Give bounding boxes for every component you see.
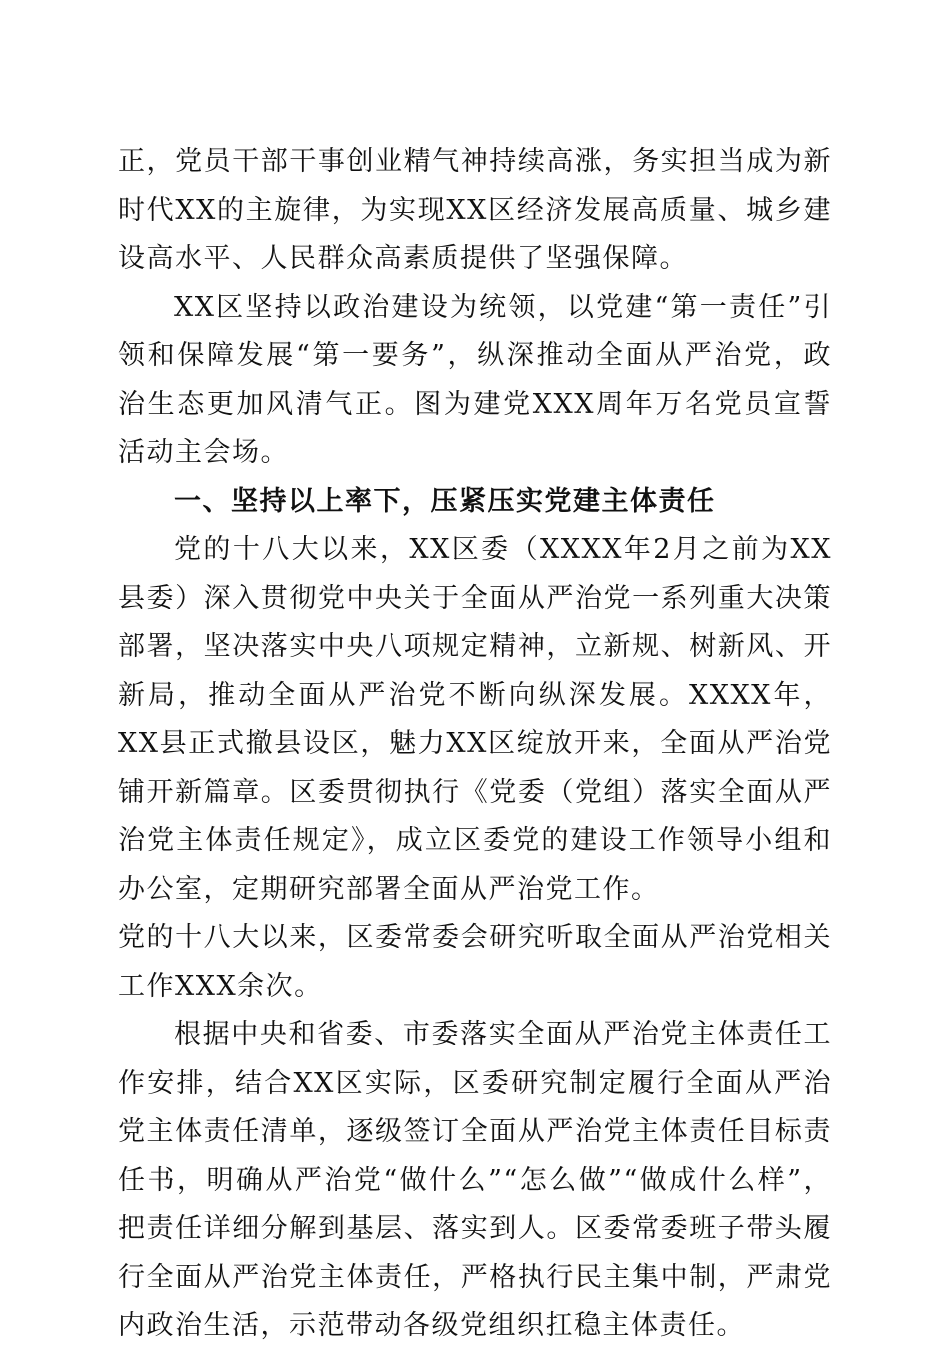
section-heading: 一、坚持以上率下，压紧压实党建主体责任	[174, 485, 716, 517]
document-body	[118, 138, 832, 1351]
paragraph-responsibility-list: 根据中央和省委、市委落实全面从严治党主体责任工作安排，结合XX区实际，区委研究制定履行全面从严治党主体责任清单，逐级签订全面从严治党主体责任目标责任书，明确从严治党“做什么”“怎么做”“做成什么样”，把责任详细分解到基层、落实到人。区委常委班子带头履行全面从严治党主体责任，严格执行民主集中制，严肃党内政治生活，示范带动各级党组织扛稳主体责任。	[118, 1019, 832, 1341]
paragraph-continuation: 正，党员干部干事创业精气神持续高涨，务实担当成为新时代XX的主旋律，为实现XX区经济发展高质量、城乡建设高水平、人民群众高素质提供了坚强保障。	[118, 146, 832, 274]
paragraph-standing-committee: 党的十八大以来，区委常委会研究听取全面从严治党相关工作XXX余次。	[118, 922, 832, 1002]
paragraph-political-construction: XX区坚持以政治建设为统领，以党建“第一责任”引领和保障发展“第一要务”，纵深推动全面从严治党，政治生态更加风清气正。图为建党XXX周年万名党员宣誓活动主会场。	[118, 291, 832, 468]
paragraph-eighteenth-congress: 党的十八大以来，XX区委（XXXX年2月之前为XX县委）深入贯彻党中央关于全面从严治党一系列重大决策部署，坚决落实中央八项规定精神，立新规、树新风、开新局，推动全面从严治党不断向纵深发展。XXXX年，XX县正式撤县设区，魅力XX区绽放开来，全面从严治党铺开新篇章。区委贯彻执行《党委（党组）落实全面从严治党主体责任规定》，成立区委党的建设工作领导小组和办公室，定期研究部署全面从严治党工作。	[118, 534, 832, 905]
